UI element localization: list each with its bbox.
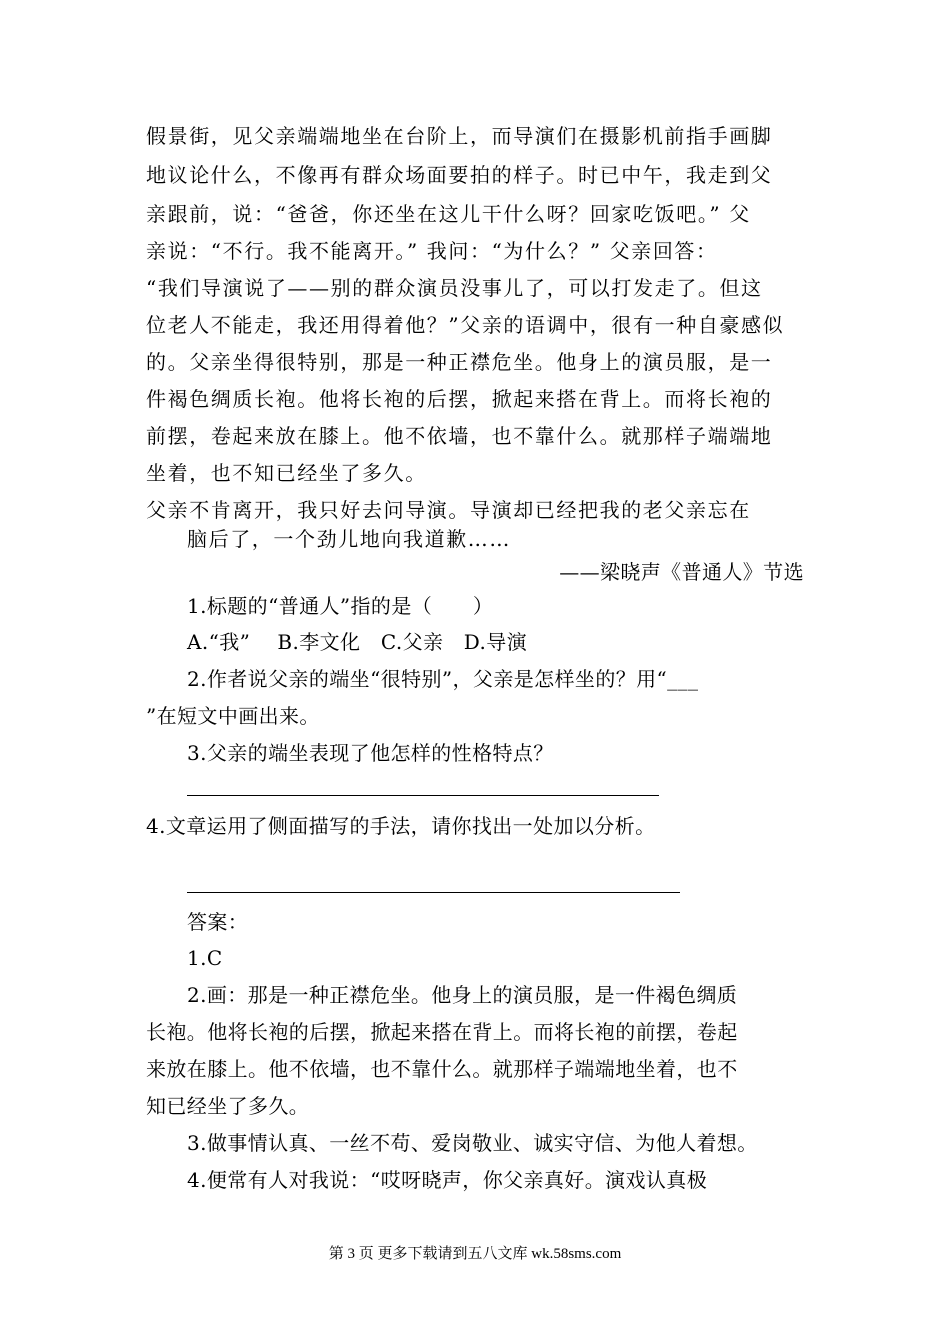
passage-line: 位老人不能走，我还用得着他？”父亲的语调中，很有一种自豪感似: [146, 313, 785, 337]
passage-line: 亲说：“不行。我不能离开。” 我问：“为什么？” 父亲回答：: [146, 239, 718, 263]
answer-2-line: 来放在膝上。他不依墙，也不靠什么。就那样子端端地坐着，也不: [146, 1057, 738, 1081]
answer-1: 1.C: [187, 946, 223, 970]
answer-4: 4.便常有人对我说：“哎呀晓声，你父亲真好。演戏认真极: [187, 1168, 708, 1192]
passage-line: 假景街，见父亲端端地坐在台阶上，而导演们在摄影机前指手画脚: [146, 124, 773, 148]
passage-line: 脑后了，一个劲儿地向我道歉……: [187, 527, 511, 551]
answers-heading: 答案：: [187, 910, 249, 934]
passage-line: 前摆，卷起来放在膝上。他不依墙，也不靠什么。就那样子端端地: [146, 424, 773, 448]
answer-line: [187, 795, 659, 796]
passage-line: 的。父亲坐得很特别，那是一种正襟危坐。他身上的演员服，是一: [146, 350, 773, 374]
answer-2-line: 知已经坐了多久。: [146, 1094, 310, 1118]
page-footer: 第 3 页 更多下载请到五八文库 wk.58sms.com: [328, 1246, 622, 1262]
passage-source: ——梁晓声《普通人》节选: [559, 560, 804, 584]
passage-line: 坐着，也不知已经坐了多久。: [146, 461, 427, 485]
passage-line: “我们导演说了——别的群众演员没事儿了，可以打发走了。但这: [146, 276, 763, 300]
question-2: 2.作者说父亲的端坐“很特别”，父亲是怎样坐的？用“___: [187, 667, 699, 691]
question-3: 3.父亲的端坐表现了他怎样的性格特点？: [187, 741, 554, 765]
passage-line: 父亲不肯离开，我只好去问导演。导演却已经把我的老父亲忘在: [146, 498, 751, 522]
answer-3: 3.做事情认真、一丝不苟、爱岗敬业、诚实守信、为他人着想。: [187, 1131, 758, 1155]
question-2-continued: ”在短文中画出来。: [146, 704, 320, 728]
passage-line: 亲跟前，说：“爸爸，你还坐在这儿干什么呀？回家吃饭吧。” 父: [146, 202, 751, 226]
answer-2-line: 2.画：那是一种正襟危坐。他身上的演员服，是一件褐色绸质: [187, 983, 738, 1007]
question-1-options: A.“我” B.李文化 C.父亲 D.导演: [187, 630, 528, 654]
passage-line: 地议论什么，不像再有群众场面要拍的样子。时已中午，我走到父: [146, 163, 773, 187]
answer-line: [187, 892, 680, 893]
question-4: 4.文章运用了侧面描写的手法，请你找出一处加以分析。: [146, 814, 656, 838]
answer-2-line: 长袍。他将长袍的后摆，掀起来搭在背上。而将长袍的前摆，卷起: [146, 1020, 738, 1044]
passage-line: 件褐色绸质长袍。他将长袍的后摆，掀起来搭在背上。而将长袍的: [146, 387, 773, 411]
question-1: 1.标题的“普通人”指的是（ ）: [187, 594, 494, 618]
